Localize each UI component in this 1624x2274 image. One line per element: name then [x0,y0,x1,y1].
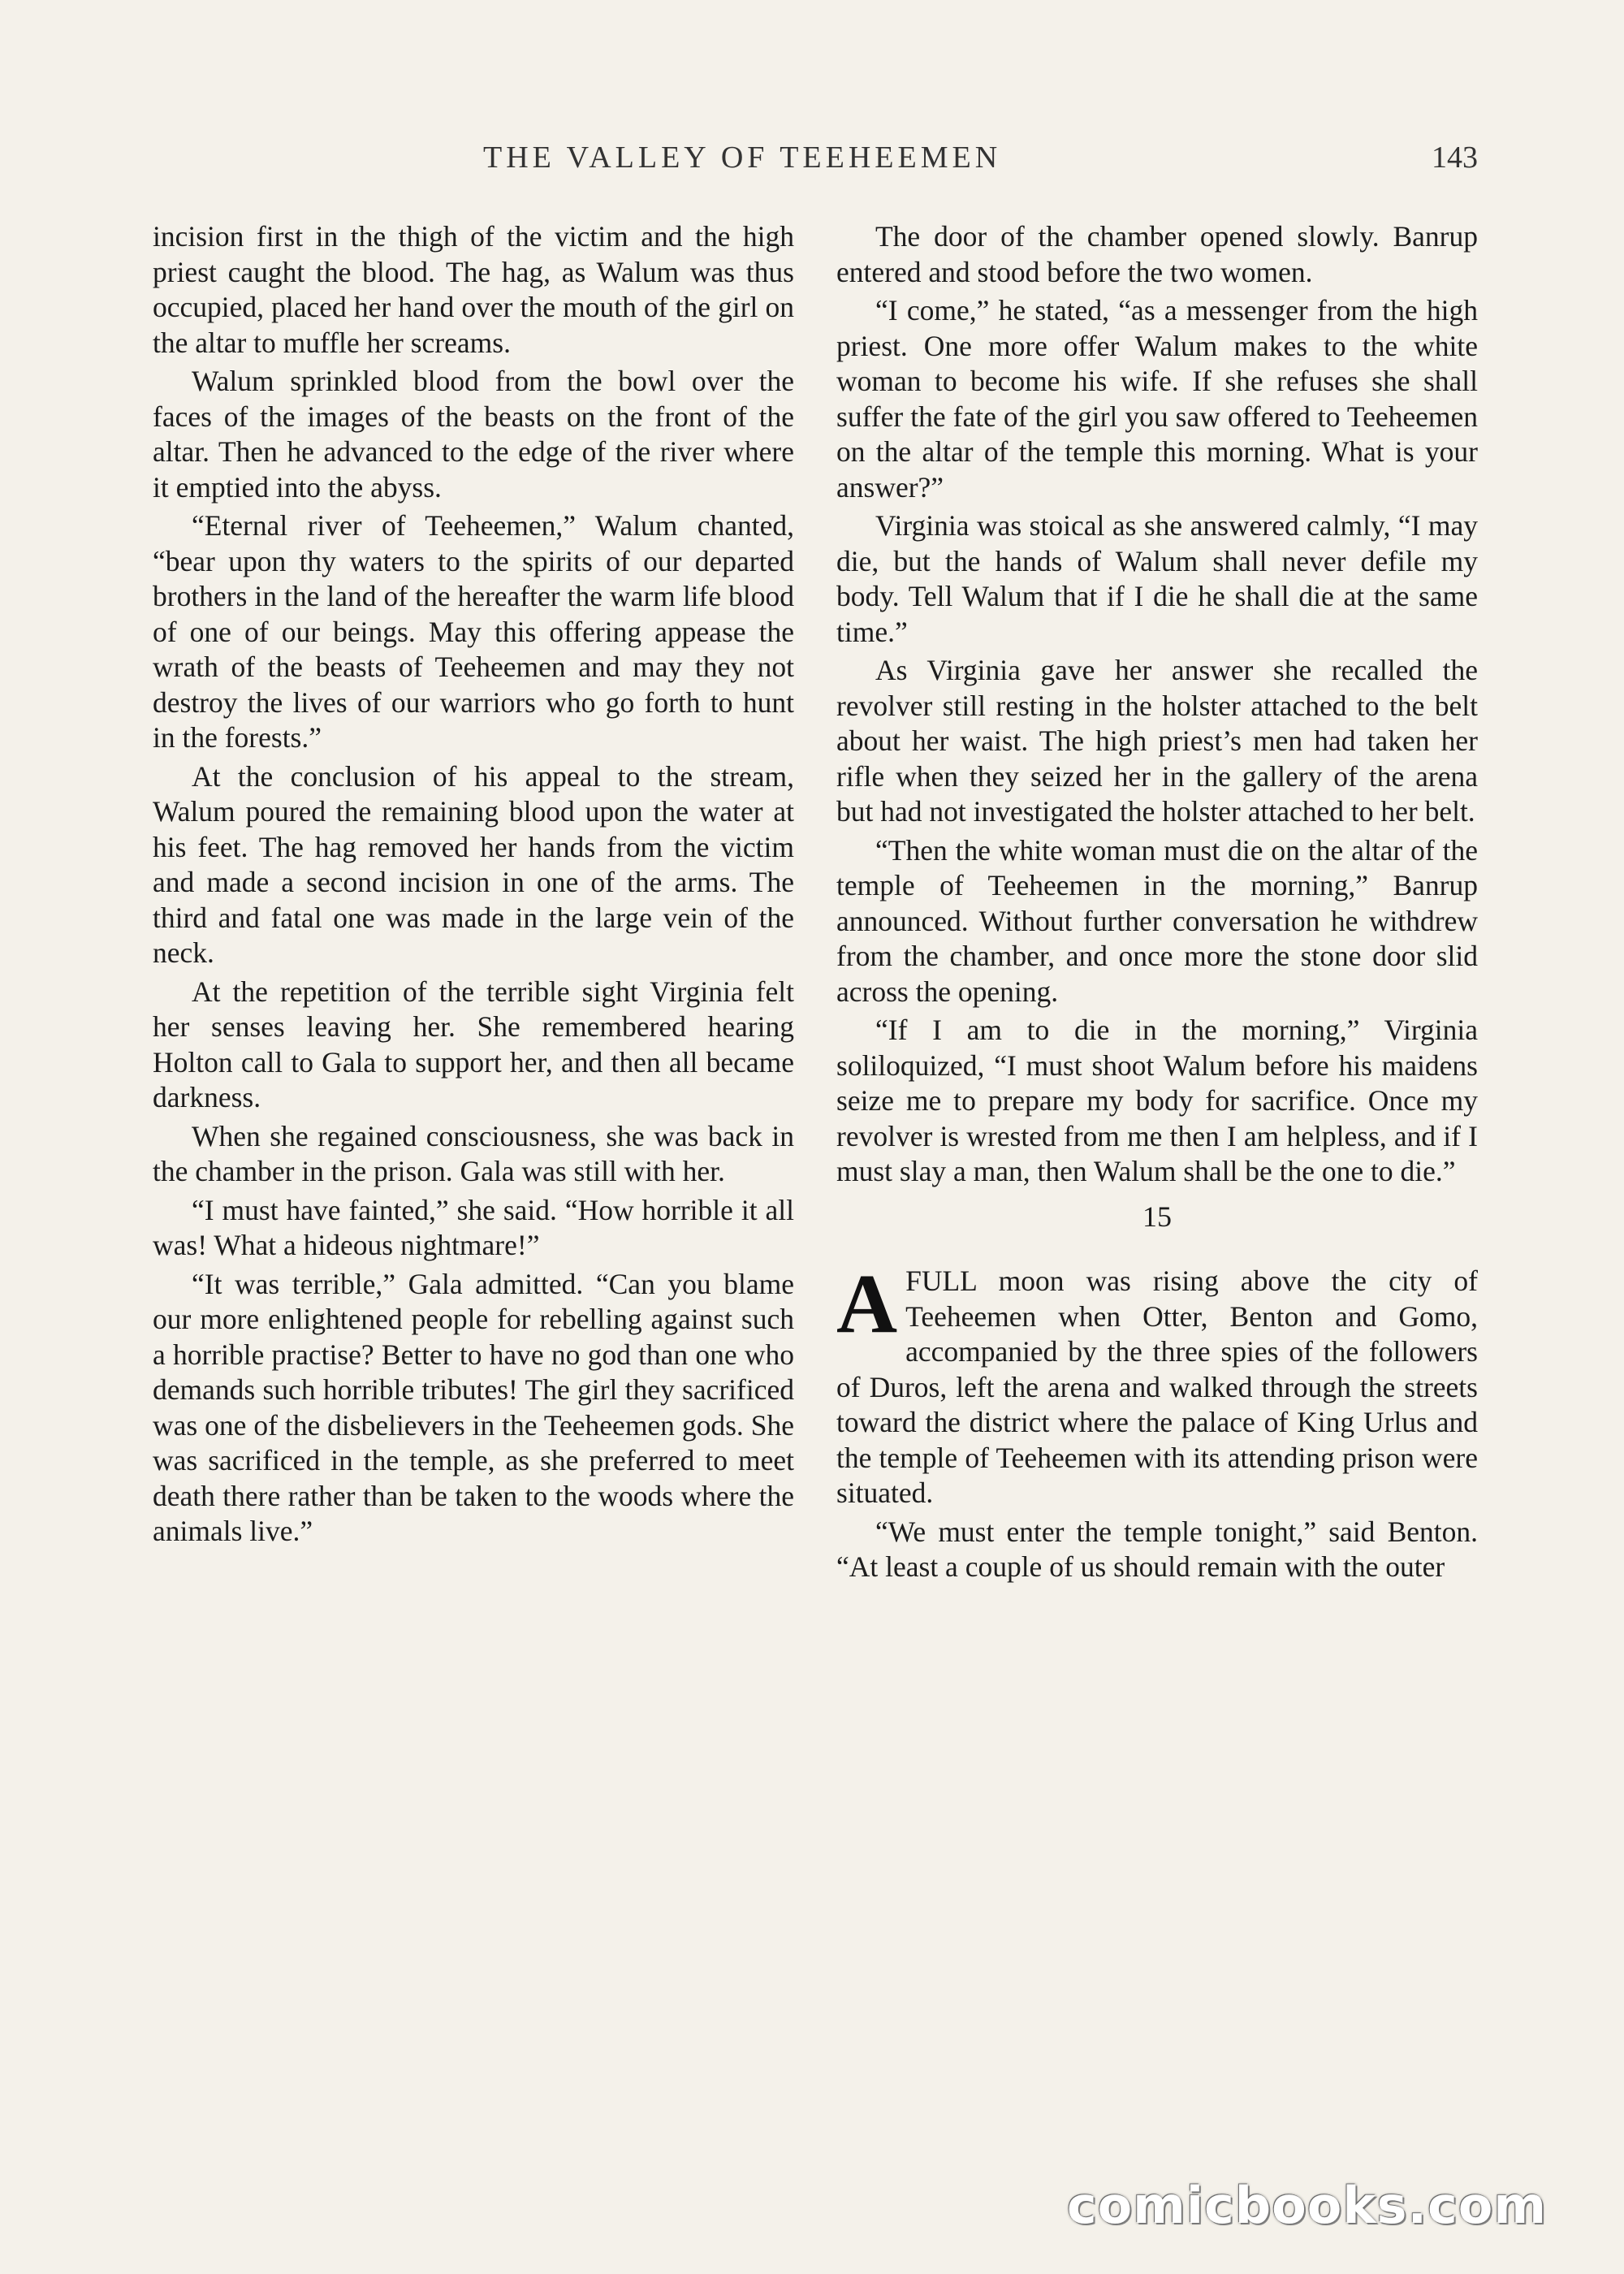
paragraph: “It was terrible,” Gala admitted. “Can you blame our more enlightened people for rebelling against such a horrible practise? Better to have no god than one who demands such horrible tributes! The girl they sacrificed was one of the disbelievers in the Teeheemen gods. She was sacrificed in the temple, as she preferred to meet death there rather than be taken to the woods where the animals live.” [153,1267,794,1547]
paragraph: “I must have fainted,” she said. “How horrible it all was! What a hideous nightmare!” [153,1193,794,1261]
paragraph: “We must enter the temple tonight,” said Benton. “At least a couple of us should remain with the outer [836,1515,1478,1583]
paragraph: “Eternal river of Teeheemen,” Walum chanted, “bear upon thy waters to the spirits of our departed brothers in the land of the hereafter the warm life blood of one of our beings. May this offering appease the wrath of the beasts of Teeheemen and may they not destroy the lives of our warriors who go forth to hunt in the forests.” [153,509,794,754]
paragraph: As Virginia gave her answer she recalled the revolver still resting in the holster attached to the belt about her waist. The high priest’s men had taken her rifle when they seized her in the gallery of the arena but had not investigated the holster attached to her belt. [836,654,1478,828]
watermark-logo: comicbooks.com [1066,2176,1547,2235]
section-number: 15 [1142,1200,1172,1233]
paragraph: Virginia was stoical as she answered calmly, “I may die, but the hands of Walum shall never defile my body. Tell Walum that if I die he shall die at the same time.” [836,509,1478,648]
page-number: 143 [1432,141,1478,175]
paragraph: “If I am to die in the morning,” Virginia soliloquized, “I must shoot Walum before his maidens seize me to prepare my body for sacrifice. Once my revolver is wrested from me then I am helpless, and if I must slay a man, then Walum shall be the one to die.” [836,1014,1478,1187]
paragraph: When she regained consciousness, she was back in the chamber in the prison. Gala was still with her. [153,1119,794,1187]
left-column [153,219,794,1553]
paragraph: The door of the chamber opened slowly. Banrup entered and stood before the two women. [836,220,1478,288]
drop-cap-letter: A [836,1257,898,1351]
paragraph: “I come,” he stated, “as a messenger from the high priest. One more offer Walum makes to the white woman to become his wife. If she refuses she shall suffer the fate of the girl you saw offered to Teeheemen on the altar of the temple this morning. What is your answer?” [836,294,1478,504]
paragraph: At the conclusion of his appeal to the stream, Walum poured the remaining blood upon the water at his feet. The hag removed her hands from the victim and made a second incision in one of the arms. The third and fatal one was made in the large vein of the neck. [153,759,794,969]
dropcap-paragraph [836,1257,1478,1511]
dropcap-paragraph-text: FULL moon was rising above the city of Teeheemen when Otter, Benton and Gomo, accompanied by the three spies of the followers of Duros, left the arena and walked through the streets toward the district where the palace of King Urlus and the temple of Teeheemen with its attending prison were situated. [836,1265,1478,1509]
paragraph: incision first in the thigh of the victim and the high priest caught the blood. The hag, as Walum was thus occupied, placed her hand over the mouth of the girl on the altar to muffle her screams. [153,220,794,359]
right-column [836,219,1478,1589]
running-title: THE VALLEY OF TEEHEEMEN [483,141,1002,175]
paragraph: Walum sprinkled blood from the bowl over the faces of the images of the beasts on the front of the altar. Then he advanced to the edge of the river where it emptied into the abyss. [153,365,794,504]
page-header [154,140,1478,180]
paragraph: “Then the white woman must die on the altar of the temple of Teeheemen in the morning,” Banrup announced. Without further conversation he withdrew from the chamber, and once more the stone door slid across the opening. [836,833,1478,1008]
paragraph: At the repetition of the terrible sight Virginia felt her senses leaving her. She remembered hearing Holton call to Gala to support her, and then all became darkness. [153,975,794,1113]
